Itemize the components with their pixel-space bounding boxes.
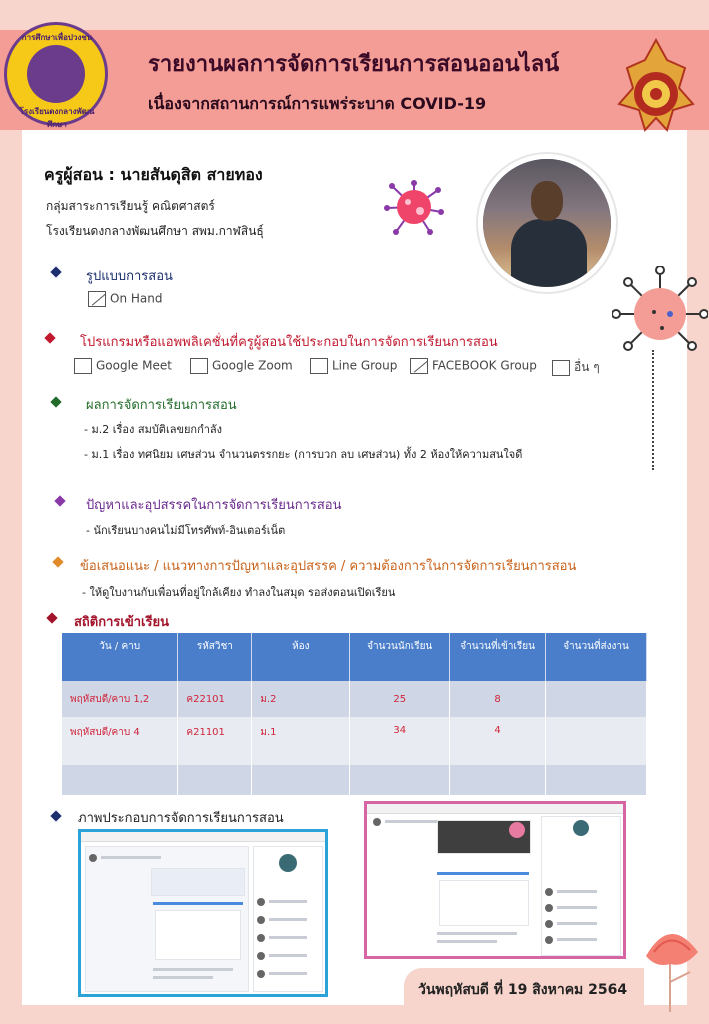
checkbox-checked[interactable]: [88, 291, 106, 307]
checkbox-checked[interactable]: [410, 358, 428, 374]
option-line-group[interactable]: [310, 358, 397, 374]
table-cell: ค21101: [178, 717, 252, 765]
table-row: [62, 681, 647, 717]
illustrations-heading: ภาพประกอบการจัดการเรียนการสอน: [78, 811, 284, 826]
table-cell: [350, 765, 450, 795]
suggestion-item: - ให้ดูใบงานกับเพื่อนที่อยู่ใกล้เคียง ทำลงในสมุด รอส่งตอนเปิดเรียน: [82, 586, 396, 599]
table-cell: [178, 765, 252, 795]
attendance-heading: สถิติการเข้าเรียน: [74, 615, 169, 630]
col-header: ห้อง: [252, 633, 350, 681]
table-cell: [450, 765, 546, 795]
col-header: จำนวนที่ส่งงาน: [546, 633, 647, 681]
dotted-divider: [652, 350, 654, 470]
table-cell: ม.2: [252, 681, 350, 717]
subject-group: กลุ่มสาระการเรียนรู้ คณิตศาสตร์: [46, 199, 215, 213]
report-date: วันพฤหัสบดี ที่ 19 สิงหาคม 2564: [418, 982, 628, 998]
col-header: จำนวนที่เข้าเรียน: [450, 633, 546, 681]
table-cell: 25: [350, 681, 450, 717]
option-label: อื่น ๆ: [574, 360, 600, 374]
table-cell: พฤหัสบดี/คาบ 1,2: [62, 681, 178, 717]
table-cell: 8: [450, 681, 546, 717]
teaching-mode-heading: รูปแบบการสอน: [86, 269, 173, 284]
option-google-zoom[interactable]: [190, 358, 293, 374]
table-cell: ม.1: [252, 717, 350, 765]
result-item: - ม.2 เรื่อง สมบัติเลขยกกำลัง: [84, 423, 223, 436]
page-title: รายงานผลการจัดการเรียนการสอนออนไลน์: [148, 52, 560, 77]
problem-item: - นักเรียนบางคนไม่มีโทรศัพท์-อินเตอร์เน็ต: [86, 524, 286, 537]
teacher-name: ครูผู้สอน : นายสันดุสิต สายทอง: [44, 165, 263, 184]
checkbox[interactable]: [310, 358, 328, 374]
col-header: จำนวนนักเรียน: [350, 633, 450, 681]
option-other[interactable]: [552, 358, 600, 377]
school-logo: [4, 22, 108, 129]
table-cell: ค22101: [178, 681, 252, 717]
col-header: วัน / คาบ: [62, 633, 178, 681]
virus-icon: [384, 180, 444, 235]
table-cell: พฤหัสบดี/คาบ 4: [62, 717, 178, 765]
option-label: Line Group: [332, 358, 398, 373]
facebook-group-screenshot: [364, 801, 626, 959]
table-cell: [546, 717, 647, 765]
table-row: [62, 765, 647, 795]
checkbox[interactable]: [190, 358, 208, 374]
ministry-emblem-icon: [615, 38, 697, 134]
option-label: Google Zoom: [212, 358, 293, 373]
checkbox[interactable]: [74, 358, 92, 374]
result-item: - ม.1 เรื่อง ทศนิยม เศษส่วน จำนวนตรรกยะ (การบวก ลบ เศษส่วน) ทั้ง 2 ห้องให้ความสนใจดี: [84, 448, 523, 461]
virus-icon: [612, 266, 708, 362]
school-name: โรงเรียนดงกลางพัฒนศึกษา สพม.กาฬสินธุ์: [46, 224, 264, 238]
option-facebook-group[interactable]: [410, 358, 537, 374]
teacher-photo: [478, 154, 616, 292]
table-header-row: [62, 633, 647, 681]
table-cell: [546, 765, 647, 795]
option-label: FACEBOOK Group: [432, 358, 537, 373]
option-label: Google Meet: [96, 358, 172, 373]
facebook-group-screenshot: [78, 829, 328, 997]
logo-top-text: การศึกษาเพื่อปวงชน: [21, 33, 93, 42]
problems-heading: ปัญหาและอุปสรรคในการจัดการเรียนการสอน: [86, 498, 342, 513]
table-cell: [62, 765, 178, 795]
table-cell: 34: [350, 717, 450, 765]
checkbox[interactable]: [552, 360, 570, 376]
results-heading: ผลการจัดการเรียนการสอน: [86, 398, 237, 413]
flower-icon: [640, 922, 706, 1012]
suggestions-heading: ข้อเสนอแนะ / แนวทางการปัญหาและอุปสรรค / ความต้องการในการจัดการเรียนการสอน: [80, 559, 577, 574]
programs-heading: โปรแกรมหรือแอพพลิเคชั่นที่ครูผู้สอนใช้ประกอบในการจัดการเรียนการสอน: [80, 335, 498, 350]
page-subtitle: เนื่องจากสถานการณ์การแพร่ระบาด COVID-19: [148, 94, 487, 113]
attendance-table: [62, 633, 647, 795]
option-on-hand[interactable]: [88, 291, 162, 307]
table-cell: [252, 765, 350, 795]
col-header: รหัสวิชา: [178, 633, 252, 681]
table-row: [62, 717, 647, 765]
logo-bottom-text: โรงเรียนดงกลางพัฒนศึกษา: [19, 107, 95, 129]
table-cell: 4: [450, 717, 546, 765]
option-label: On Hand: [110, 291, 163, 306]
table-cell: [546, 681, 647, 717]
option-google-meet[interactable]: [74, 358, 172, 374]
